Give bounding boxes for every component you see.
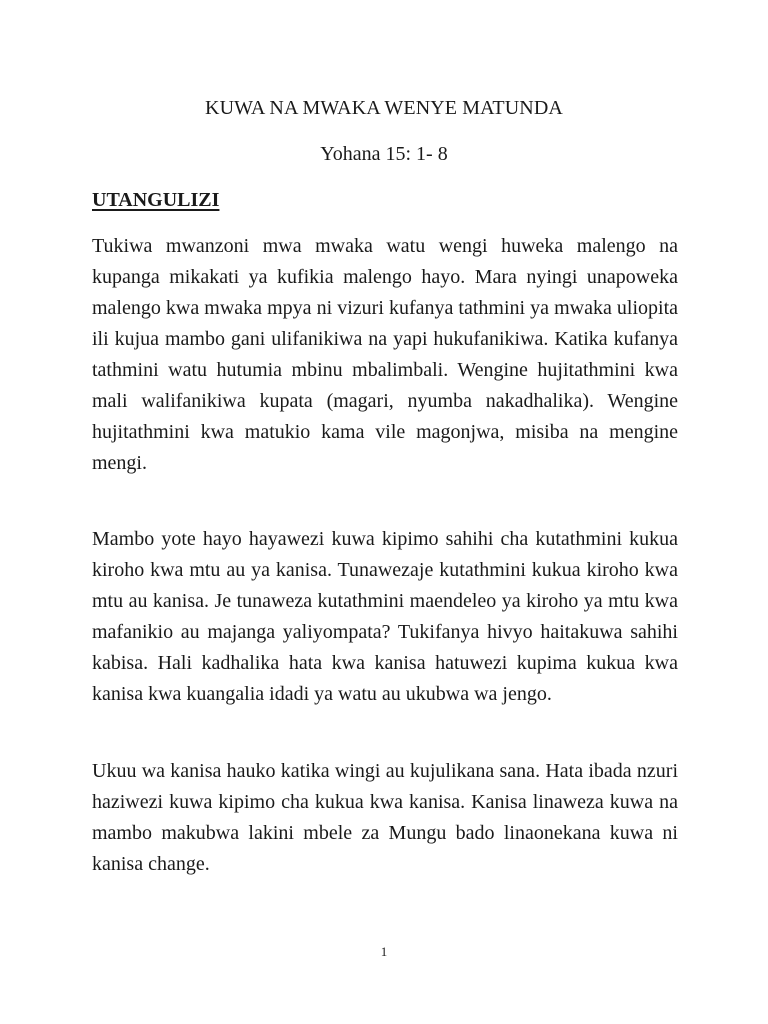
document-title: KUWA NA MWAKA WENYE MATUNDA xyxy=(205,97,563,119)
paragraph: Ukuu wa kanisa hauko katika wingi au kujulikana sana. Hata ibada nzuri haziwezi kuwa kipimo cha kukua kwa kanisa. Kanisa linaweza kuwa na mambo makubwa lakini mbele za Mungu bado linaonekana kuwa ni kanisa change. xyxy=(92,760,678,875)
section-heading: UTANGULIZI xyxy=(92,189,220,211)
paragraph: Mambo yote hayo hayawezi kuwa kipimo sahihi cha kutathmini kukua kiroho kwa mtu au ya kanisa. Tunawezaje kutathmini kukua kiroho kwa mtu au kanisa. Je tunaweza kutathmini maendeleo ya kiroho ya mtu kwa mafanikio au majanga yaliyompata? Tukifanya hivyo haitakuwa sahihi kabisa. Hali kadhalika hata kwa kanisa hatuwezi kupima kukua kwa kanisa kwa kuangalia idadi ya watu au ukubwa wa jengo. xyxy=(92,528,678,705)
scripture-reference: Yohana 15: 1- 8 xyxy=(320,143,448,165)
paragraph: Tukiwa mwanzoni mwa mwaka watu wengi huweka malengo na kupanga mikakati ya kufikia malengo hayo. Mara nyingi unapoweka malengo kwa mwaka mpya ni vizuri kufanya tathmini ya mwaka uliopita ili kujua mambo gani ulifanikiwa na yapi hukufanikiwa. Katika kufanya tathmini watu hutumia mbinu mbalimbali. Wengine hujitathmini kwa mali walifanikiwa kupata (magari, nyumba nakadhalika). Wengine hujitathmini kwa matukio kama vile magonjwa, misiba na mengine mengi. xyxy=(92,235,678,474)
page-number: 1 xyxy=(380,944,388,959)
